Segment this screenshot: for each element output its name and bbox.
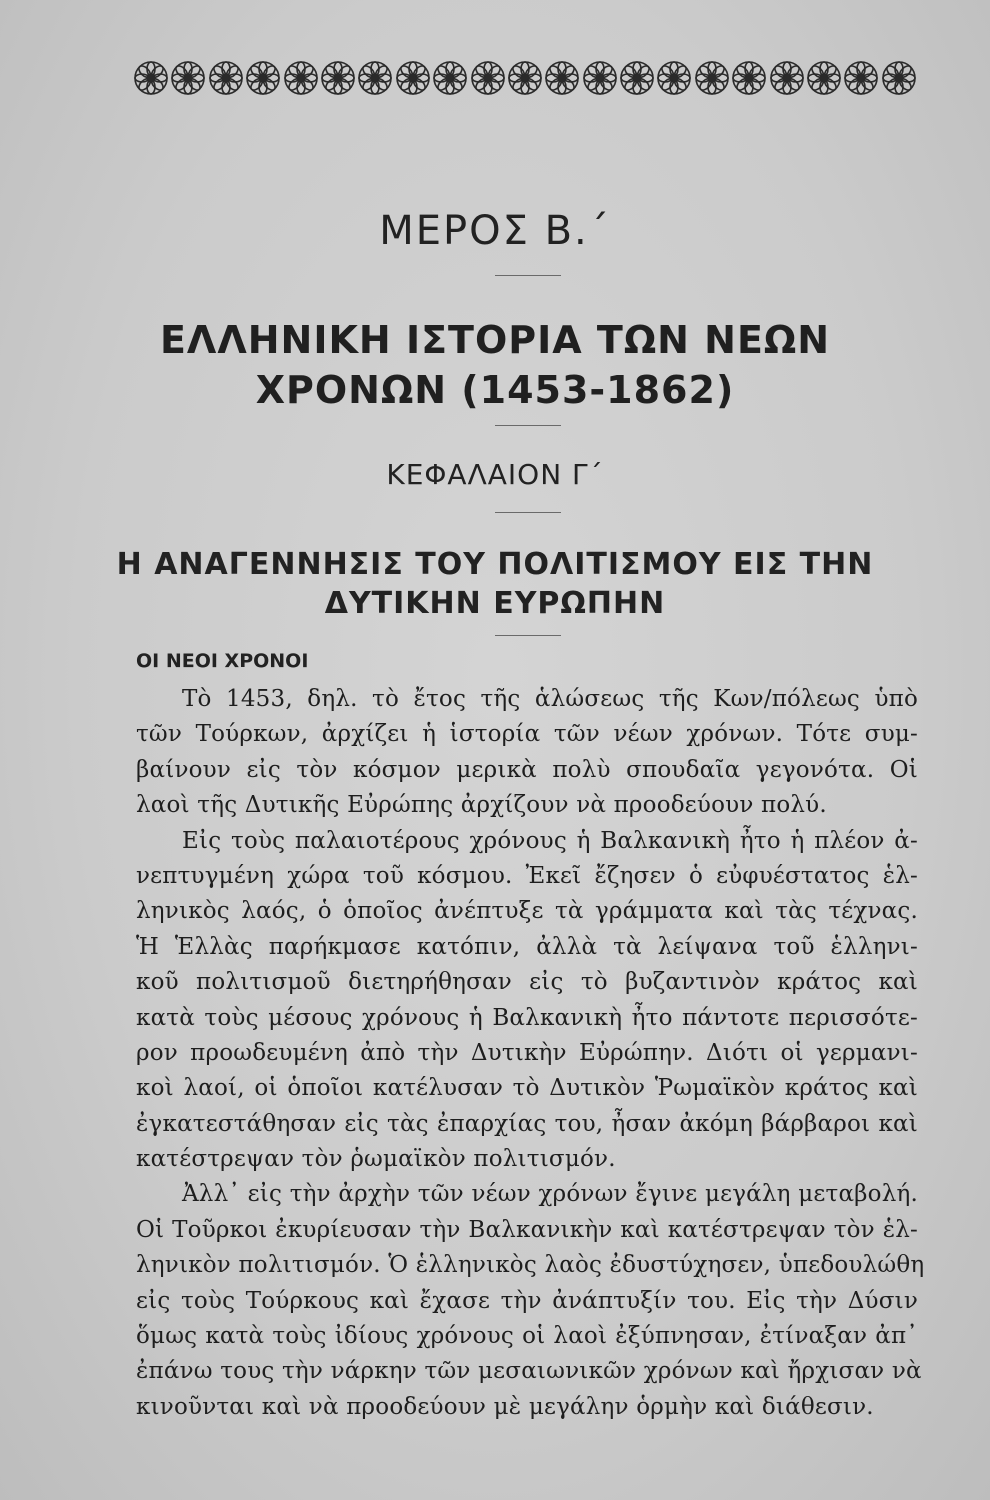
text-line: Τὸ 1453, δηλ. τὸ ἔτος τῆς ἁλώσεως τῆς Κων/πόλεως ὑπὸ bbox=[182, 686, 918, 712]
section-heading: ΟΙ ΝΕΟΙ ΧΡΟΝΟΙ bbox=[136, 650, 309, 672]
rosette-icon bbox=[133, 60, 169, 96]
text-line: κινοῦνται καὶ νὰ προοδεύουν μὲ μεγάλην ὁρμὴν καὶ διάθεσιν. bbox=[136, 1393, 874, 1420]
text-line: Ἡ Ἑλλὰς παρήκμασε κατόπιν, ἀλλὰ τὰ λείψανα τοῦ ἑλληνι- bbox=[136, 933, 918, 960]
rosette-icon bbox=[769, 60, 805, 96]
ornament-border bbox=[133, 58, 917, 98]
rosette-icon bbox=[843, 60, 879, 96]
rosette-icon bbox=[544, 60, 580, 96]
rosette-icon bbox=[432, 60, 468, 96]
rosette-icon bbox=[283, 60, 319, 96]
rosette-icon bbox=[619, 60, 655, 96]
text-line: νεπτυγμένη χώρα τοῦ κόσμου. Ἐκεῖ ἔζησεν ὁ εὐφυέστατος ἑλ- bbox=[136, 862, 918, 889]
chapter-title-line-2: ΔΥΤΙΚΗΝ ΕΥΡΩΠΗΝ bbox=[324, 586, 666, 621]
text-line: τῶν Τούρκων, ἀρχίζει ἡ ἱστορία τῶν νέων χρόνων. Τότε συμ- bbox=[136, 721, 918, 748]
part-label: ΜΕΡΟΣ Β.΄ bbox=[379, 208, 611, 254]
rosette-icon bbox=[320, 60, 356, 96]
divider bbox=[495, 425, 561, 426]
text-line: ἐγκατεστάθησαν εἰς τὰς ἐπαρχίας του, ἦσαν ἀκόμη βάρβαροι καὶ bbox=[136, 1110, 918, 1137]
divider bbox=[495, 635, 561, 636]
rosette-icon bbox=[731, 60, 767, 96]
rosette-icon bbox=[806, 60, 842, 96]
rosette-icon bbox=[395, 60, 431, 96]
text-line: κατὰ τοὺς μέσους χρόνους ἡ Βαλκανικὴ ἦτο πάντοτε περισσότε- bbox=[136, 1004, 918, 1031]
text-line: κοῦ πολιτισμοῦ διετηρήθησαν εἰς τὸ βυζαντινὸν κράτος καὶ bbox=[136, 969, 918, 996]
divider bbox=[495, 275, 561, 276]
text-line: κοὶ λαοί, οἱ ὁποῖοι κατέλυσαν τὸ Δυτικὸν Ῥωμαϊκὸν κράτος καὶ bbox=[136, 1075, 918, 1102]
rosette-icon bbox=[470, 60, 506, 96]
chapter-label: ΚΕΦΑΛΑΙΟΝ Γ΄ bbox=[386, 458, 604, 491]
divider bbox=[495, 512, 561, 513]
text-line: ληνικὸν πολιτισμόν. Ὁ ἑλληνικὸς λαὸς ἐδυστύχησεν, ὑπεδουλώθη bbox=[136, 1252, 925, 1279]
body-text bbox=[136, 682, 925, 1425]
text-line: Οἱ Τοῦρκοι ἐκυρίευσαν τὴν Βαλκανικὴν καὶ κατέστρεψαν τὸν ἑλ- bbox=[136, 1216, 918, 1243]
text-line: ρον προωδευμένη ἀπὸ τὴν Δυτικὴν Εὐρώπην. Διότι οἱ γερμανι- bbox=[136, 1039, 918, 1066]
rosette-icon bbox=[208, 60, 244, 96]
rosette-icon bbox=[582, 60, 618, 96]
text-line: Εἰς τοὺς παλαιοτέρους χρόνους ἡ Βαλκανικὴ ἦτο ἡ πλέον ἀ- bbox=[182, 827, 918, 854]
rosette-icon bbox=[357, 60, 393, 96]
text-line: κατέστρεψαν τὸν ῥωμαϊκὸν πολιτισμόν. bbox=[136, 1146, 616, 1173]
text-line: ἐπάνω τους τὴν νάρκην τῶν μεσαιωνικῶν χρόνων καὶ ἤρχισαν νὰ bbox=[136, 1358, 922, 1385]
text-line: ληνικὸς λαός, ὁ ὁποῖος ἀνέπτυξε τὰ γράμματα καὶ τὰς τέχνας. bbox=[136, 898, 918, 925]
main-title-line-2: ΧΡΟΝΩΝ (1453-1862) bbox=[255, 368, 735, 412]
rosette-icon bbox=[245, 60, 281, 96]
rosette-icon bbox=[507, 60, 543, 96]
rosette-icon bbox=[170, 60, 206, 96]
text-line: Ἀλλ᾽ εἰς τὴν ἀρχὴν τῶν νέων χρόνων ἔγινε μεγάλη μεταβολή. bbox=[182, 1181, 918, 1208]
chapter-title-line-1: Η ΑΝΑΓΕΝΝΗΣΙΣ ΤΟΥ ΠΟΛΙΤΙΣΜΟΥ ΕΙΣ ΤΗΝ bbox=[116, 547, 874, 582]
rosette-icon bbox=[881, 60, 917, 96]
rosette-icon bbox=[656, 60, 692, 96]
main-title-line-1: ΕΛΛΗΝΙΚΗ ΙΣΤΟΡΙΑ ΤΩΝ ΝΕΩΝ bbox=[159, 318, 831, 362]
text-line: λαοὶ τῆς Δυτικῆς Εὐρώπης ἀρχίζουν νὰ προοδεύουν πολύ. bbox=[136, 792, 827, 819]
text-line: ὅμως κατὰ τοὺς ἰδίους χρόνους οἱ λαοὶ ἐξύπνησαν, ἐτίναξαν ἀπ᾽ bbox=[136, 1323, 918, 1350]
text-line: εἰς τοὺς Τούρκους καὶ ἔχασε τὴν ἀνάπτυξίν του. Εἰς τὴν Δύσιν bbox=[136, 1287, 918, 1314]
text-line: βαίνουν εἰς τὸν κόσμον μερικὰ πολὺ σπουδαῖα γεγονότα. Οἱ bbox=[136, 756, 918, 783]
rosette-icon bbox=[694, 60, 730, 96]
